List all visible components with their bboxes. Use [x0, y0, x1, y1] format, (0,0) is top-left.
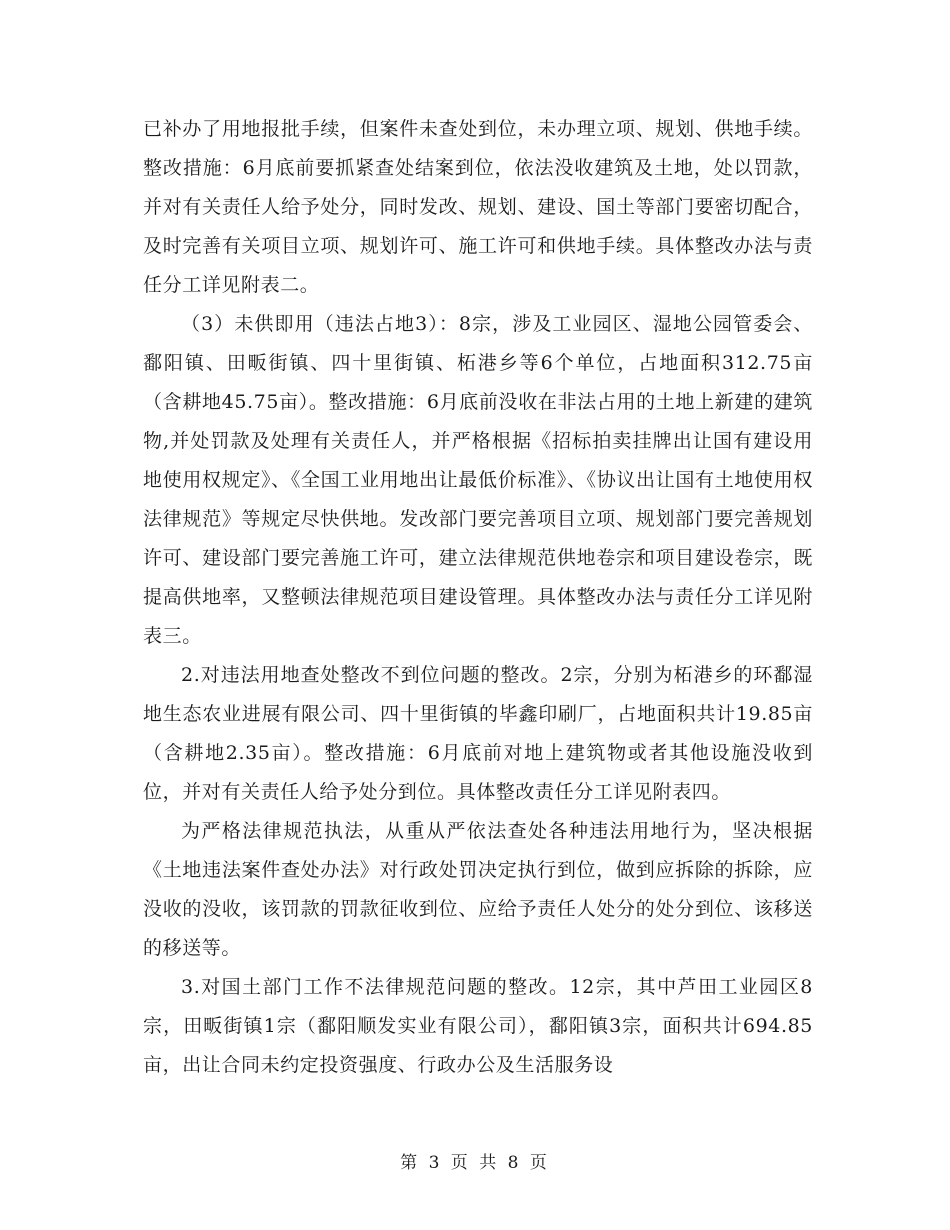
paragraph-section-3: 3.对国土部门工作不法律规范问题的整改。12宗，其中芦田工业园区8宗，田畈街镇1宗（鄱阳顺发实业有限公司），鄱阳镇3宗，面积共计694.85亩，出让合同未约定投资强度、行政办公及生活服务设 — [143, 976, 813, 1076]
page-footer: 第 3 页 共 8 页 — [400, 1153, 550, 1173]
document-body — [143, 110, 813, 1085]
paragraph-section-2: 2.对违法用地查处整改不到位问题的整改。2宗，分别为柘港乡的环鄱湿地生态农业进展有限公司、四十里街镇的毕鑫印刷厂，占地面积共计19.85亩（含耕地2.35亩）。整改措施：6月底前对地上建筑物或者其他设施没收到位，并对有关责任人给予处分到位。具体整改责任分工详见附表四。 — [143, 664, 813, 803]
paragraph-continuation: 已补办了用地报批手续，但案件未查处到位，未办理立项、规划、供地手续。整改措施：6月底前要抓紧查处结案到位，依法没收建筑及土地，处以罚款，并对有关责任人给予处分，同时发改、规划、建设、国土等部门要密切配合，及时完善有关项目立项、规划许可、施工许可和供地手续。具体整改办法与责任分工详见附表二。 — [143, 118, 813, 296]
paragraph-item-3: （3）未供即用（违法占地3）：8宗，涉及工业园区、湿地公园管委会、鄱阳镇、田畈街镇、四十里街镇、柘港乡等6个单位，占地面积312.75亩（含耕地45.75亩）。整改措施：6月底前没收在非法占用的土地上新建的建筑物,并处罚款及处理有关责任人，并严格根据《招标拍卖挂牌出让国有建设用地使用权规定》、《全国工业用地出让最低价标准》、《协议出让国有土地使用权法律规范》等规定尽快供地。发改部门要完善项目立项、规划部门要完善规划许可、建设部门要完善施工许可，建立法律规范供地卷宗和项目建设卷宗，既提高供地率，又整顿法律规范项目建设管理。具体整改办法与责任分工详见附表三。 — [143, 313, 813, 647]
paragraph-enforcement: 为严格法律规范执法，从重从严依法查处各种违法用地行为，坚决根据《土地违法案件查处办法》对行政处罚决定执行到位，做到应拆除的拆除，应没收的没收，该罚款的罚款征收到位、应给予责任人处分的处分到位、该移送的移送等。 — [143, 820, 813, 959]
